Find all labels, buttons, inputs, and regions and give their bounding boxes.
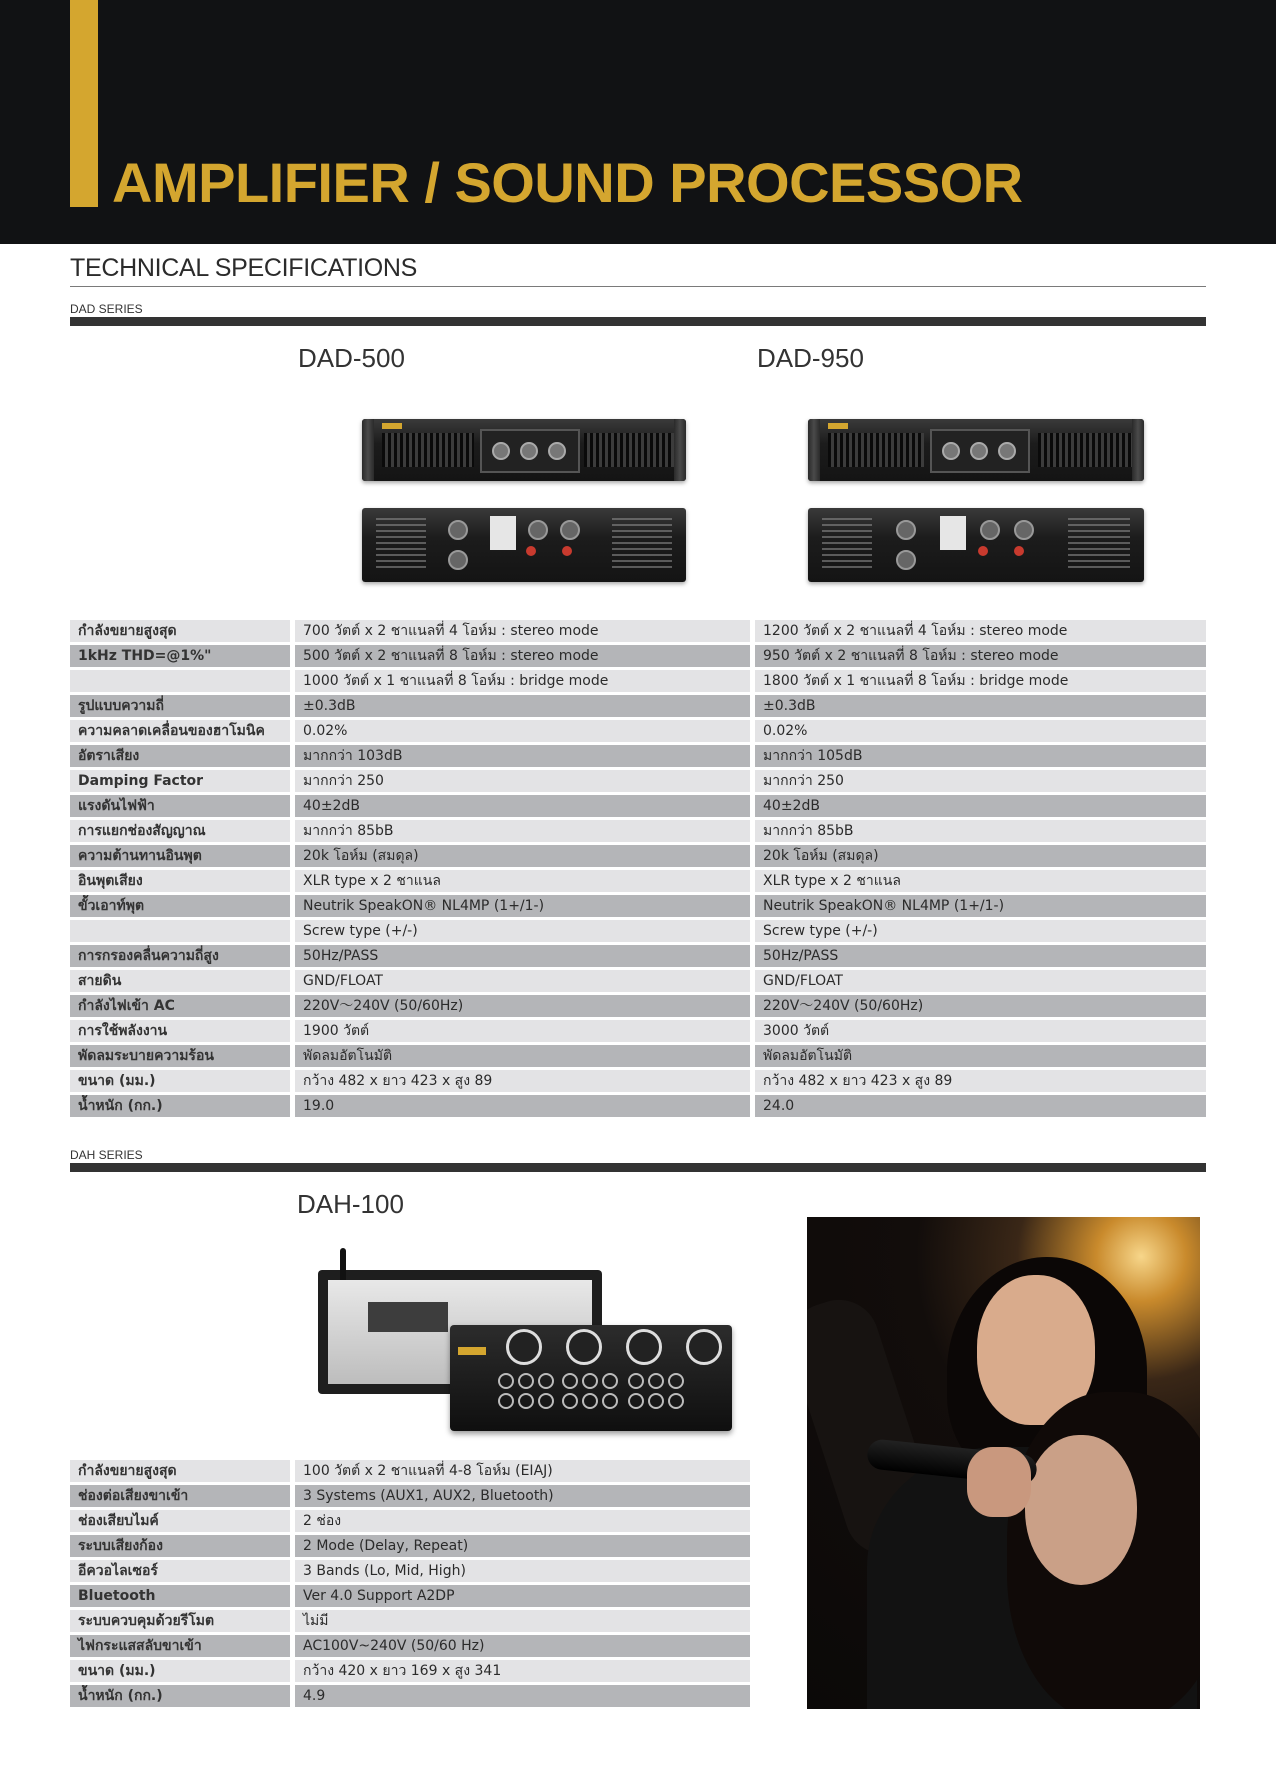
dad500-value: XLR type x 2 ชาแนล <box>295 870 750 892</box>
dah100-value: 3 Bands (Lo, Mid, High) <box>295 1560 750 1582</box>
dad500-value: กว้าง 482 x ยาว 423 x สูง 89 <box>295 1070 750 1092</box>
spec-label: ระบบเสียงก้อง <box>70 1535 290 1557</box>
dad950-value: 1800 วัตต์ x 1 ชาแนลที่ 8 โอห์ม : bridge mode <box>755 670 1206 692</box>
spec-label: อินพุตเสียง <box>70 870 290 892</box>
dad950-value: มากกว่า 85bB <box>755 820 1206 842</box>
dad500-value: 1900 วัตต์ <box>295 1020 750 1042</box>
spec-label: Damping Factor <box>70 770 290 792</box>
dah100-value: 2 Mode (Delay, Repeat) <box>295 1535 750 1557</box>
spec-label: ไฟกระแสสลับขาเข้า <box>70 1635 290 1657</box>
dad950-value: 1200 วัตต์ x 2 ชาแนลที่ 4 โอห์ม : stereo mode <box>755 620 1206 642</box>
spec-label: รูปแบบความถี่ <box>70 695 290 717</box>
dad950-value: 20k โอห์ม (สมดุล) <box>755 845 1206 867</box>
spec-label: กำลังไฟเข้า AC <box>70 995 290 1017</box>
spec-label: อัตราเสียง <box>70 745 290 767</box>
dah100-value: 100 วัตต์ x 2 ชาแนลที่ 4-8 โอห์ม (EIAJ) <box>295 1460 750 1482</box>
dah100-value: 4.9 <box>295 1685 750 1707</box>
spec-label: การใช้พลังงาน <box>70 1020 290 1042</box>
section-title: TECHNICAL SPECIFICATIONS <box>70 254 418 282</box>
dad500-front-image <box>362 419 686 481</box>
dad950-model-name: DAD-950 <box>757 343 864 373</box>
dad500-value: 500 วัตต์ x 2 ชาแนลที่ 8 โอห์ม : stereo mode <box>295 645 750 667</box>
spec-label: ขั้วเอาท์พุต <box>70 895 290 917</box>
spec-label <box>70 670 290 692</box>
dad950-value: Neutrik SpeakON® NL4MP (1+/1-) <box>755 895 1206 917</box>
dah100-value: 3 Systems (AUX1, AUX2, Bluetooth) <box>295 1485 750 1507</box>
spec-label: ความต้านทานอินพุต <box>70 845 290 867</box>
dah-series-label: DAH SERIES <box>70 1148 143 1162</box>
dah100-value: กว้าง 420 x ยาว 169 x สูง 341 <box>295 1660 750 1682</box>
dad950-value: GND/FLOAT <box>755 970 1206 992</box>
spec-label: การกรองคลื่นความถี่สูง <box>70 945 290 967</box>
spec-label: กำลังขยายสูงสุด <box>70 620 290 642</box>
spec-label: พัดลมระบายความร้อน <box>70 1045 290 1067</box>
dad500-value: Neutrik SpeakON® NL4MP (1+/1-) <box>295 895 750 917</box>
dad-series-label: DAD SERIES <box>70 302 143 316</box>
spec-label: การแยกช่องสัญญาณ <box>70 820 290 842</box>
dad950-front-image <box>808 419 1144 481</box>
page-title: AMPLIFIER / SOUND PROCESSOR <box>112 151 1023 214</box>
spec-label: 1kHz THD=@1%" <box>70 645 290 667</box>
dah100-value: AC100V~240V (50/60 Hz) <box>295 1635 750 1657</box>
accent-bar <box>70 0 98 207</box>
dad500-value: 1000 วัตต์ x 1 ชาแนลที่ 8 โอห์ม : bridge mode <box>295 670 750 692</box>
dad500-value: ±0.3dB <box>295 695 750 717</box>
dah-series-divider <box>70 1163 1206 1172</box>
dad950-value: พัดลมอัตโนมัติ <box>755 1045 1206 1067</box>
dad500-value: 19.0 <box>295 1095 750 1117</box>
spec-label: น้ำหนัก (กก.) <box>70 1095 290 1117</box>
dad500-rear-image <box>362 508 686 582</box>
dad500-value: มากกว่า 250 <box>295 770 750 792</box>
dah100-value: ไม่มี <box>295 1610 750 1632</box>
dad950-value: 50Hz/PASS <box>755 945 1206 967</box>
dad500-value: GND/FLOAT <box>295 970 750 992</box>
spec-label: ระบบควบคุมด้วยรีโมต <box>70 1610 290 1632</box>
dad500-value: มากกว่า 103dB <box>295 745 750 767</box>
dad950-value: มากกว่า 250 <box>755 770 1206 792</box>
dah100-front-image <box>450 1325 732 1431</box>
dad500-value: พัดลมอัตโนมัติ <box>295 1045 750 1067</box>
spec-label <box>70 920 290 942</box>
spec-label: ช่องต่อเสียงขาเข้า <box>70 1485 290 1507</box>
dad950-value: 220V〜240V (50/60Hz) <box>755 995 1206 1017</box>
dad500-value: 40±2dB <box>295 795 750 817</box>
spec-label: กำลังขยายสูงสุด <box>70 1460 290 1482</box>
dad500-value: 0.02% <box>295 720 750 742</box>
spec-label: ช่องเสียบไมค์ <box>70 1510 290 1532</box>
dah100-value: 2 ช่อง <box>295 1510 750 1532</box>
dad950-value: 0.02% <box>755 720 1206 742</box>
header-banner <box>0 0 1276 244</box>
spec-label: แรงดันไฟฟ้า <box>70 795 290 817</box>
spec-label: สายดิน <box>70 970 290 992</box>
dad950-value: 950 วัตต์ x 2 ชาแนลที่ 8 โอห์ม : stereo mode <box>755 645 1206 667</box>
spec-label: อีควอไลเซอร์ <box>70 1560 290 1582</box>
karaoke-photo <box>807 1217 1200 1709</box>
dad950-value: กว้าง 482 x ยาว 423 x สูง 89 <box>755 1070 1206 1092</box>
dad950-value: 24.0 <box>755 1095 1206 1117</box>
dad500-value: 20k โอห์ม (สมดุล) <box>295 845 750 867</box>
dad500-value: 50Hz/PASS <box>295 945 750 967</box>
spec-label: Bluetooth <box>70 1585 290 1607</box>
divider <box>70 286 1206 287</box>
dad-series-divider <box>70 317 1206 326</box>
dad500-value: Screw type (+/-) <box>295 920 750 942</box>
dad500-value: มากกว่า 85bB <box>295 820 750 842</box>
dad950-value: ±0.3dB <box>755 695 1206 717</box>
dad950-value: 3000 วัตต์ <box>755 1020 1206 1042</box>
dad950-value: มากกว่า 105dB <box>755 745 1206 767</box>
dad500-value: 700 วัตต์ x 2 ชาแนลที่ 4 โอห์ม : stereo mode <box>295 620 750 642</box>
dad950-value: Screw type (+/-) <box>755 920 1206 942</box>
spec-label: ขนาด (มม.) <box>70 1070 290 1092</box>
dad950-value: 40±2dB <box>755 795 1206 817</box>
dah100-value: Ver 4.0 Support A2DP <box>295 1585 750 1607</box>
dad500-value: 220V〜240V (50/60Hz) <box>295 995 750 1017</box>
spec-label: ขนาด (มม.) <box>70 1660 290 1682</box>
dad950-rear-image <box>808 508 1144 582</box>
dad500-model-name: DAD-500 <box>298 343 405 373</box>
spec-label: ความคลาดเคลื่อนของฮาโมนิค <box>70 720 290 742</box>
dad950-value: XLR type x 2 ชาแนล <box>755 870 1206 892</box>
spec-label: น้ำหนัก (กก.) <box>70 1685 290 1707</box>
dah100-model-name: DAH-100 <box>297 1189 404 1219</box>
